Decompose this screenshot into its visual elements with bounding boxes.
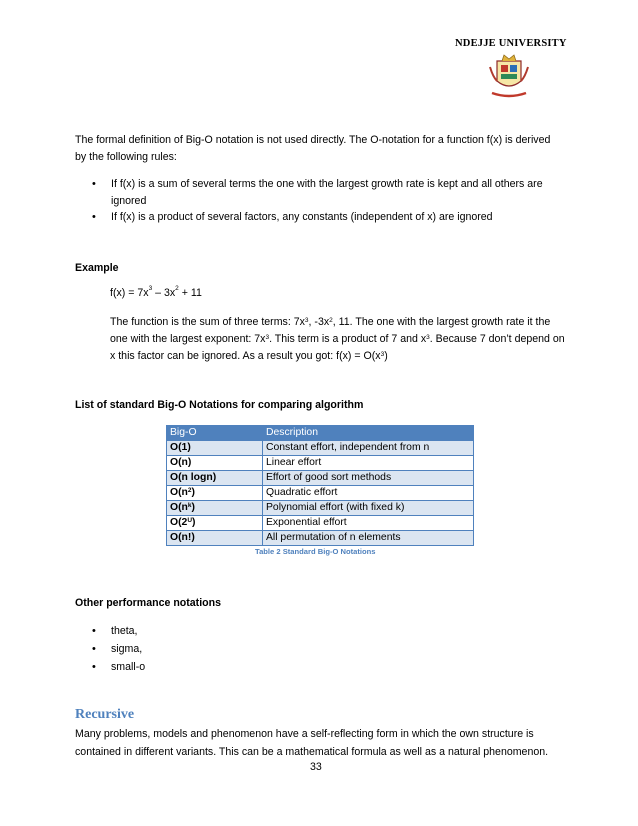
table-row: O(n!) All permutation of n elements bbox=[167, 531, 474, 546]
bullet-icon: • bbox=[92, 643, 96, 655]
intro-paragraph bbox=[75, 132, 575, 166]
table-header-row bbox=[167, 426, 474, 441]
explanation-line-1: The function is the sum of three terms: $7x^3$, $-3x^2$, 11. The one with the largest growth rate it the bbox=[110, 316, 551, 328]
bullet-icon: • bbox=[92, 625, 96, 637]
example-formula: $f(x) = 7x^3 - 3x^2 + 11$ bbox=[110, 285, 202, 299]
list-item: • theta, bbox=[92, 622, 562, 640]
bullet-icon: • bbox=[92, 211, 96, 223]
list-item: • small-o bbox=[92, 658, 562, 676]
example-explanation bbox=[110, 314, 570, 365]
recursive-paragraph-2: contained in different variants. This can be a mathematical formula as well as a natural phenomenon. bbox=[75, 746, 549, 758]
table-row: O(n) Linear effort bbox=[167, 456, 474, 471]
university-name: NDEJJE UNIVERSITY bbox=[455, 38, 567, 49]
table-caption: Table 2 Standard Big-O Notations bbox=[255, 547, 376, 556]
other-heading: Other performance notations bbox=[75, 597, 221, 609]
table-row: $O(n^k)$ Polynomial effort (with fixed k) bbox=[167, 501, 474, 516]
bullet-icon: • bbox=[92, 661, 96, 673]
page-number: 33 bbox=[310, 761, 322, 773]
table-row: $O(n^2)$ Quadratic effort bbox=[167, 486, 474, 501]
rules-list bbox=[92, 176, 562, 226]
university-crest-icon bbox=[488, 53, 530, 102]
table-row: $O(2^U)$ Exponential effort bbox=[167, 516, 474, 531]
list-item: • If f(x) is a sum of several terms the one with the largest growth rate is kept and all others are ignored bbox=[92, 178, 543, 207]
big-o-table bbox=[166, 425, 474, 546]
header-cell: Description bbox=[263, 426, 474, 441]
intro-line-2: by the following rules: bbox=[75, 151, 177, 163]
header-cell: Big-O bbox=[167, 426, 263, 441]
intro-line-1: The formal definition of Big-O notation is not used directly. The O-notation for a function f(x) is derived bbox=[75, 134, 551, 146]
list-item: • If f(x) is a product of several factors, any constants (independent of x) are ignored bbox=[92, 209, 562, 226]
recursive-paragraph: Many problems, models and phenomenon have a self-reflecting form in which the own structure is bbox=[75, 728, 534, 740]
table-row: O(n logn) Effort of good sort methods bbox=[167, 471, 474, 486]
table-row: O(1) Constant effort, independent from n bbox=[167, 441, 474, 456]
list-heading: List of standard Big-O Notations for comparing algorithm bbox=[75, 399, 364, 411]
list-item: • sigma, bbox=[92, 640, 562, 658]
section-heading: Recursive bbox=[75, 707, 135, 722]
explanation-line-3: x this factor can be ignored. As a result you got: $f(x) = O(x^3)$ bbox=[110, 350, 388, 362]
other-list bbox=[92, 622, 562, 676]
bullet-icon: • bbox=[92, 178, 96, 190]
explanation-line-2: one with the largest exponent: $7x^3$. This term is a product of 7 and $x^3$. Because 7 don’t depend on bbox=[110, 333, 565, 345]
example-heading: Example bbox=[75, 262, 119, 274]
